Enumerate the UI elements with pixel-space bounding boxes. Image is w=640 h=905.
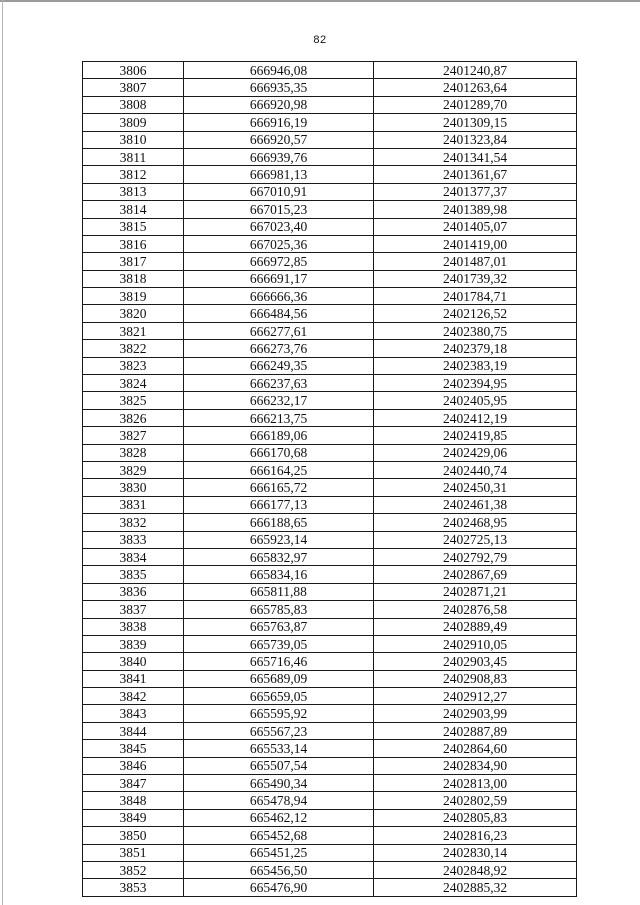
x-coordinate-cell: 666249,35 [184,357,374,374]
table-row [83,114,577,131]
scan-edge-left [2,0,3,905]
x-coordinate-cell: 667025,36 [184,235,374,252]
point-number-cell: 3809 [83,114,184,131]
point-number-cell: 3827 [83,427,184,444]
table-row [83,340,577,357]
y-coordinate-cell: 2402792,79 [374,548,577,565]
y-coordinate-cell: 2402830,14 [374,844,577,861]
x-coordinate-cell: 666484,56 [184,305,374,322]
table-row [83,531,577,548]
point-number-cell: 3828 [83,444,184,461]
y-coordinate-cell: 2401289,70 [374,96,577,113]
table-row [83,148,577,165]
x-coordinate-cell: 666946,08 [184,62,374,79]
x-coordinate-cell: 666972,85 [184,253,374,270]
table-row [83,392,577,409]
table-row [83,166,577,183]
table-row [83,775,577,792]
table-row [83,183,577,200]
x-coordinate-cell: 665832,97 [184,548,374,565]
point-number-cell: 3814 [83,201,184,218]
scan-edge-top [0,0,640,2]
x-coordinate-cell: 666164,25 [184,461,374,478]
x-coordinate-cell: 665811,88 [184,583,374,600]
table-row [83,375,577,392]
y-coordinate-cell: 2401389,98 [374,201,577,218]
point-number-cell: 3850 [83,827,184,844]
y-coordinate-cell: 2402864,60 [374,740,577,757]
y-coordinate-cell: 2401377,37 [374,183,577,200]
x-coordinate-cell: 666189,06 [184,427,374,444]
table-row [83,688,577,705]
point-number-cell: 3834 [83,548,184,565]
x-coordinate-cell: 665567,23 [184,722,374,739]
point-number-cell: 3817 [83,253,184,270]
point-number-cell: 3807 [83,79,184,96]
x-coordinate-cell: 667015,23 [184,201,374,218]
y-coordinate-cell: 2402805,83 [374,809,577,826]
x-coordinate-cell: 665478,94 [184,792,374,809]
point-number-cell: 3810 [83,131,184,148]
table-row [83,79,577,96]
x-coordinate-cell: 665689,09 [184,670,374,687]
y-coordinate-cell: 2402380,75 [374,322,577,339]
point-number-cell: 3836 [83,583,184,600]
x-coordinate-cell: 665763,87 [184,618,374,635]
table-row [83,514,577,531]
y-coordinate-cell: 2402887,89 [374,722,577,739]
point-number-cell: 3815 [83,218,184,235]
y-coordinate-cell: 2401405,07 [374,218,577,235]
point-number-cell: 3833 [83,531,184,548]
y-coordinate-cell: 2401419,00 [374,235,577,252]
table-row [83,461,577,478]
table-row [83,253,577,270]
x-coordinate-cell: 665716,46 [184,653,374,670]
point-number-cell: 3821 [83,322,184,339]
x-coordinate-cell: 665451,25 [184,844,374,861]
point-number-cell: 3840 [83,653,184,670]
x-coordinate-cell: 665490,34 [184,775,374,792]
x-coordinate-cell: 665659,05 [184,688,374,705]
x-coordinate-cell: 666920,98 [184,96,374,113]
x-coordinate-cell: 666188,65 [184,514,374,531]
x-coordinate-cell: 666920,57 [184,131,374,148]
table-row [83,635,577,652]
y-coordinate-cell: 2402379,18 [374,340,577,357]
x-coordinate-cell: 666273,76 [184,340,374,357]
point-number-cell: 3819 [83,288,184,305]
point-number-cell: 3825 [83,392,184,409]
y-coordinate-cell: 2402912,27 [374,688,577,705]
y-coordinate-cell: 2402405,95 [374,392,577,409]
table-row [83,305,577,322]
table-row [83,705,577,722]
y-coordinate-cell: 2402903,99 [374,705,577,722]
x-coordinate-cell: 665452,68 [184,827,374,844]
x-coordinate-cell: 665834,16 [184,566,374,583]
y-coordinate-cell: 2401341,54 [374,148,577,165]
table-row [83,722,577,739]
y-coordinate-cell: 2401487,01 [374,253,577,270]
x-coordinate-cell: 666237,63 [184,375,374,392]
x-coordinate-cell: 665785,83 [184,601,374,618]
point-number-cell: 3848 [83,792,184,809]
point-number-cell: 3845 [83,740,184,757]
y-coordinate-cell: 2402725,13 [374,531,577,548]
table-row [83,218,577,235]
x-coordinate-cell: 666691,17 [184,270,374,287]
table-row [83,548,577,565]
table-row [83,601,577,618]
y-coordinate-cell: 2402126,52 [374,305,577,322]
table-row [83,583,577,600]
table-row [83,96,577,113]
point-number-cell: 3820 [83,305,184,322]
table-row [83,809,577,826]
x-coordinate-cell: 665739,05 [184,635,374,652]
x-coordinate-cell: 665456,50 [184,861,374,878]
x-coordinate-cell: 667023,40 [184,218,374,235]
y-coordinate-cell: 2402450,31 [374,479,577,496]
table-row [83,270,577,287]
y-coordinate-cell: 2402871,21 [374,583,577,600]
x-coordinate-cell: 666277,61 [184,322,374,339]
table-row [83,496,577,513]
table-row [83,357,577,374]
point-number-cell: 3808 [83,96,184,113]
y-coordinate-cell: 2402885,32 [374,879,577,896]
point-number-cell: 3816 [83,235,184,252]
point-number-cell: 3849 [83,809,184,826]
y-coordinate-cell: 2402394,95 [374,375,577,392]
point-number-cell: 3811 [83,148,184,165]
y-coordinate-cell: 2401309,15 [374,114,577,131]
table-row [83,566,577,583]
table-row [83,792,577,809]
point-number-cell: 3830 [83,479,184,496]
table-row [83,444,577,461]
point-number-cell: 3838 [83,618,184,635]
coordinates-table [82,61,577,897]
table-row [83,844,577,861]
point-number-cell: 3837 [83,601,184,618]
point-number-cell: 3839 [83,635,184,652]
point-number-cell: 3824 [83,375,184,392]
point-number-cell: 3822 [83,340,184,357]
y-coordinate-cell: 2402813,00 [374,775,577,792]
point-number-cell: 3818 [83,270,184,287]
table-row [83,879,577,896]
table-row [83,827,577,844]
table-row [83,62,577,79]
x-coordinate-cell: 666213,75 [184,409,374,426]
y-coordinate-cell: 2402816,23 [374,827,577,844]
y-coordinate-cell: 2402461,38 [374,496,577,513]
table-row [83,670,577,687]
point-number-cell: 3843 [83,705,184,722]
y-coordinate-cell: 2402383,19 [374,357,577,374]
y-coordinate-cell: 2402468,95 [374,514,577,531]
page-number: 82 [313,34,327,46]
y-coordinate-cell: 2402429,06 [374,444,577,461]
x-coordinate-cell: 665595,92 [184,705,374,722]
x-coordinate-cell: 665507,54 [184,757,374,774]
y-coordinate-cell: 2402834,90 [374,757,577,774]
x-coordinate-cell: 666666,36 [184,288,374,305]
point-number-cell: 3829 [83,461,184,478]
y-coordinate-cell: 2402440,74 [374,461,577,478]
x-coordinate-cell: 666177,13 [184,496,374,513]
table-row [83,861,577,878]
x-coordinate-cell: 666935,35 [184,79,374,96]
coordinates-table-body [83,62,577,897]
x-coordinate-cell: 666916,19 [184,114,374,131]
y-coordinate-cell: 2402867,69 [374,566,577,583]
point-number-cell: 3841 [83,670,184,687]
table-row [83,322,577,339]
x-coordinate-cell: 665476,90 [184,879,374,896]
point-number-cell: 3826 [83,409,184,426]
table-row [83,757,577,774]
x-coordinate-cell: 666165,72 [184,479,374,496]
y-coordinate-cell: 2402910,05 [374,635,577,652]
y-coordinate-cell: 2401784,71 [374,288,577,305]
point-number-cell: 3844 [83,722,184,739]
point-number-cell: 3846 [83,757,184,774]
point-number-cell: 3831 [83,496,184,513]
y-coordinate-cell: 2401263,64 [374,79,577,96]
table-row [83,235,577,252]
table-row [83,201,577,218]
y-coordinate-cell: 2402908,83 [374,670,577,687]
x-coordinate-cell: 665923,14 [184,531,374,548]
y-coordinate-cell: 2402412,19 [374,409,577,426]
table-row [83,479,577,496]
point-number-cell: 3806 [83,62,184,79]
table-row [83,618,577,635]
y-coordinate-cell: 2401739,32 [374,270,577,287]
y-coordinate-cell: 2401361,67 [374,166,577,183]
x-coordinate-cell: 666939,76 [184,148,374,165]
point-number-cell: 3851 [83,844,184,861]
point-number-cell: 3852 [83,861,184,878]
point-number-cell: 3812 [83,166,184,183]
point-number-cell: 3842 [83,688,184,705]
y-coordinate-cell: 2402802,59 [374,792,577,809]
table-row [83,653,577,670]
y-coordinate-cell: 2402419,85 [374,427,577,444]
table-row [83,288,577,305]
y-coordinate-cell: 2402876,58 [374,601,577,618]
table-row [83,740,577,757]
table-row [83,131,577,148]
y-coordinate-cell: 2402903,45 [374,653,577,670]
x-coordinate-cell: 666981,13 [184,166,374,183]
y-coordinate-cell: 2401323,84 [374,131,577,148]
point-number-cell: 3823 [83,357,184,374]
x-coordinate-cell: 666232,17 [184,392,374,409]
table-row [83,427,577,444]
point-number-cell: 3853 [83,879,184,896]
y-coordinate-cell: 2402889,49 [374,618,577,635]
x-coordinate-cell: 666170,68 [184,444,374,461]
point-number-cell: 3847 [83,775,184,792]
x-coordinate-cell: 665462,12 [184,809,374,826]
y-coordinate-cell: 2401240,87 [374,62,577,79]
point-number-cell: 3835 [83,566,184,583]
point-number-cell: 3832 [83,514,184,531]
x-coordinate-cell: 665533,14 [184,740,374,757]
point-number-cell: 3813 [83,183,184,200]
x-coordinate-cell: 667010,91 [184,183,374,200]
table-row [83,409,577,426]
y-coordinate-cell: 2402848,92 [374,861,577,878]
